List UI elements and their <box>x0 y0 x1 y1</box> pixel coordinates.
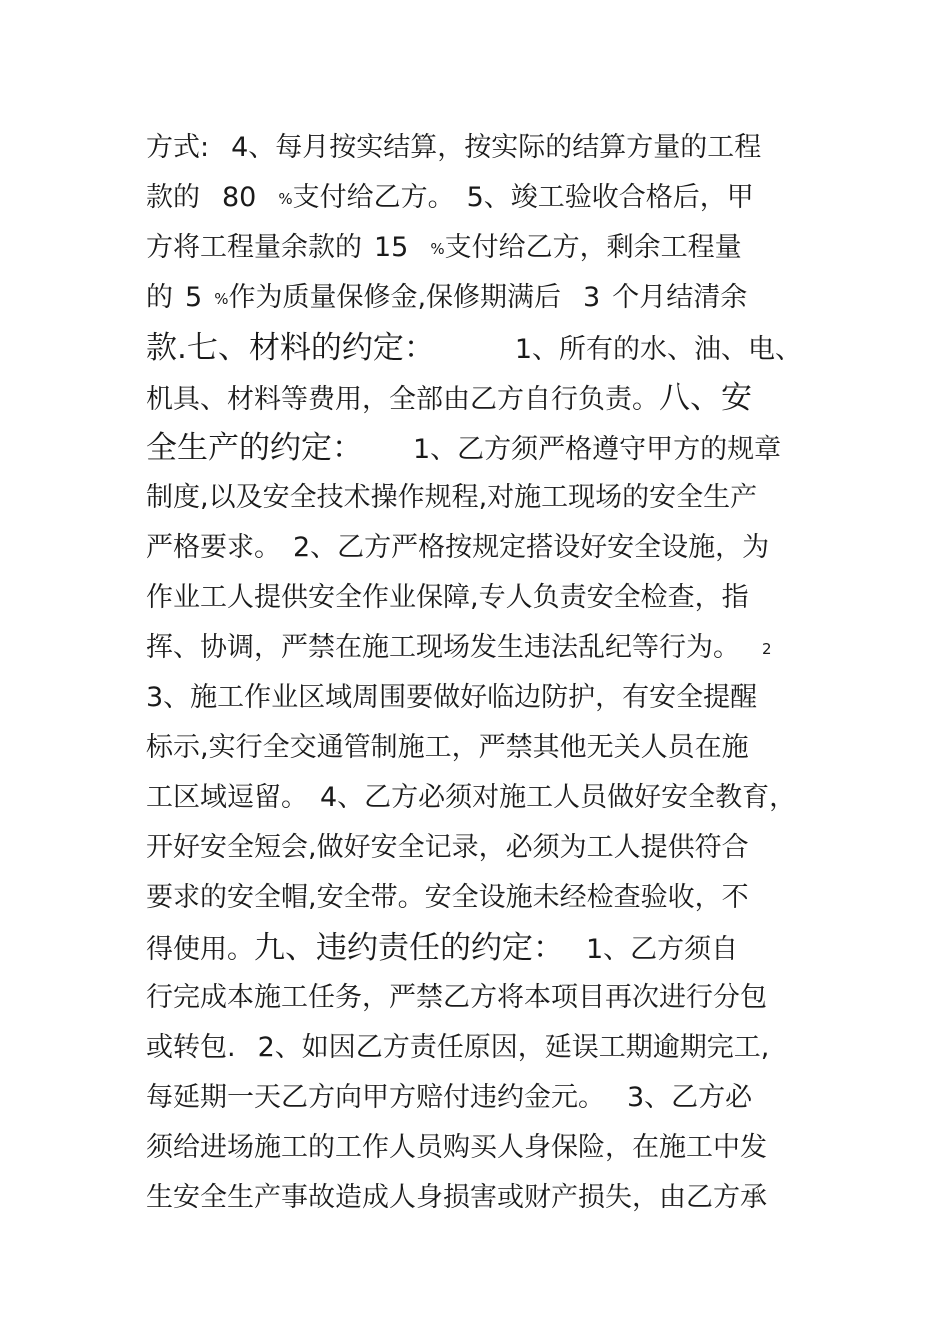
text-span: 3、乙方必 <box>627 1082 753 1113</box>
text-line-12 <box>146 678 757 718</box>
text-span: 要求的安全帽,安全带。安全设施未经检查验收，不 <box>146 882 749 913</box>
text-line-7 <box>146 428 781 468</box>
text-span: 款的 <box>146 182 200 213</box>
percent-sign: % <box>214 290 229 308</box>
text-span: 2、如因乙方责任原因，延误工期逾期完工, <box>257 1032 770 1063</box>
text-line-8 <box>146 478 757 518</box>
percent-value: 80 <box>222 182 257 213</box>
text-line-13 <box>146 728 749 768</box>
text-span: 1、乙方须严格遵守甲方的规章 <box>413 434 782 465</box>
text-line-18 <box>146 978 767 1018</box>
text-span: 机具、材料等费用，全部由乙方自行负责。 <box>146 384 659 415</box>
text-line-16 <box>146 878 749 918</box>
text-span: 4、每月按实结算，按实际的结算方量的工程 <box>231 132 762 163</box>
text-span: 每延期一天乙方向甲方赔付违约金元。 <box>146 1082 605 1113</box>
percent-value: 15 <box>374 232 409 263</box>
text-span: 5、竣工验收合格后，甲 <box>466 182 754 213</box>
text-line-15 <box>146 828 749 868</box>
text-span: 严格要求。 <box>146 532 281 563</box>
text-line-14 <box>146 778 796 818</box>
text-line-6 <box>146 378 752 418</box>
text-line-5 <box>146 328 802 368</box>
text-span: 须给进场施工的工作人员购买人身保险，在施工中发 <box>146 1132 767 1163</box>
text-line-11 <box>146 628 772 668</box>
page-number: 2 <box>762 640 772 658</box>
text-line-4 <box>146 278 747 318</box>
text-span: 行完成本施工任务，严禁乙方将本项目再次进行分包 <box>146 982 767 1013</box>
percent-value: 5 <box>185 282 203 313</box>
text-span: 工区域逗留。 <box>146 782 308 813</box>
text-line-20 <box>146 1078 752 1118</box>
month-count: 3 <box>583 282 601 313</box>
text-line-3 <box>146 228 742 268</box>
section-heading: 九、违约责任的约定： <box>254 930 564 966</box>
section-heading: 七、材料的约定： <box>186 330 435 366</box>
text-span: 作业工人提供安全作业保障,专人负责安全检查，指 <box>146 582 749 613</box>
section-heading: 全生产的约定： <box>146 430 363 466</box>
text-line-2 <box>146 178 754 218</box>
text-span: 标示,实行全交通管制施工，严禁其他无关人员在施 <box>146 732 749 763</box>
text-span: 1、乙方须自 <box>586 934 739 965</box>
text-line-10 <box>146 578 749 618</box>
text-span: 2、乙方严格按规定搭设好安全设施，为 <box>293 532 770 563</box>
text-span: 制度,以及安全技术操作规程,对施工现场的安全生产 <box>146 482 758 513</box>
text-span: 1、所有的水、油、电、 <box>514 334 803 365</box>
text-span: 支付给乙方。 <box>292 182 455 213</box>
percent-sign: % <box>278 190 293 208</box>
percent-sign: % <box>430 240 445 258</box>
text-span: 方将工程量余款的 <box>146 232 362 263</box>
text-span: 作为质量保修金,保修期满后 <box>228 282 562 313</box>
text-line-19 <box>146 1028 769 1068</box>
section-heading: 八、安 <box>659 380 752 416</box>
text-span: 的 <box>146 282 173 313</box>
text-span: 3、施工作业区域周围要做好临边防护，有安全提醒 <box>146 682 758 713</box>
text-span: 4、乙方必须对施工人员做好安全教育， <box>320 782 797 813</box>
text-span: 款. <box>146 330 187 366</box>
text-span: 得使用。 <box>146 934 254 965</box>
text-line-1 <box>146 128 761 168</box>
text-line-9 <box>146 528 769 568</box>
text-line-22 <box>146 1178 767 1218</box>
text-line-21 <box>146 1128 767 1168</box>
text-span: 支付给乙方，剩余工程量 <box>444 232 742 263</box>
text-line-17 <box>146 928 738 968</box>
text-span: 挥、协调，严禁在施工现场发生违法乱纪等行为。 <box>146 632 740 663</box>
text-span: 或转包. <box>146 1032 236 1063</box>
text-span: 生安全生产事故造成人身损害或财产损失，由乙方承 <box>146 1182 767 1213</box>
text-span: 个月结清余 <box>612 282 748 313</box>
text-span: 方式: <box>146 132 210 163</box>
text-span: 开好安全短会,做好安全记录，必须为工人提供符合 <box>146 832 749 863</box>
